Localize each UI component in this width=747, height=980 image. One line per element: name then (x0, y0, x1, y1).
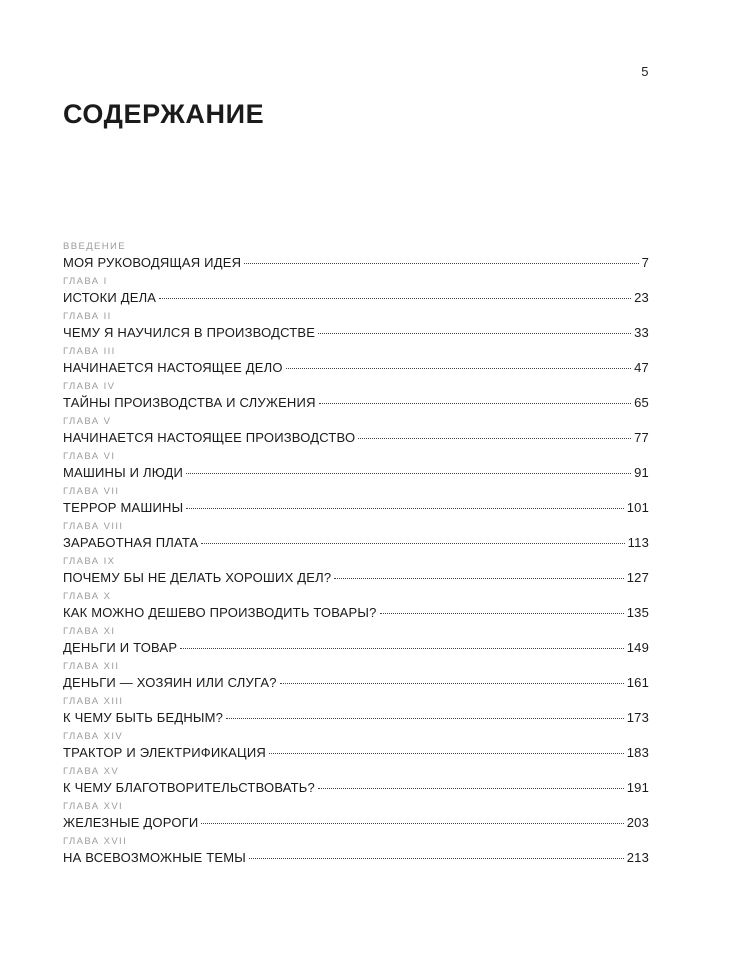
toc-entry (63, 832, 649, 867)
chapter-page-number: 127 (626, 570, 649, 585)
chapter-title: ПОЧЕМУ БЫ НЕ ДЕЛАТЬ ХОРОШИХ ДЕЛ? (63, 570, 332, 585)
chapter-label: ВВЕДЕНИЕ (63, 241, 127, 252)
toc-entry (63, 622, 649, 657)
toc-entry (63, 797, 649, 832)
toc-line (63, 604, 649, 621)
chapter-page-number: 7 (641, 255, 649, 270)
chapter-title: ИСТОКИ ДЕЛА (63, 290, 157, 305)
toc-entry (63, 657, 649, 692)
toc-entry (63, 552, 649, 587)
toc-entry (63, 342, 649, 377)
toc-entry (63, 482, 649, 517)
dot-leader (319, 403, 631, 404)
toc-entry (63, 307, 649, 342)
toc-line (63, 849, 649, 866)
chapter-page-number: 33 (634, 325, 649, 340)
chapter-title: ЧЕМУ Я НАУЧИЛСЯ В ПРОИЗВОДСТВЕ (63, 325, 316, 340)
toc-line (63, 639, 649, 656)
chapter-label: ГЛАВА I (63, 276, 108, 287)
chapter-page-number: 213 (626, 850, 649, 865)
chapter-label: ГЛАВА XIV (63, 731, 124, 742)
toc-entry (63, 587, 649, 622)
chapter-page-number: 135 (626, 605, 649, 620)
toc-line (63, 744, 649, 761)
toc-entry (63, 517, 649, 552)
dot-leader (226, 718, 624, 719)
toc-entry (63, 377, 649, 412)
dot-leader (186, 473, 631, 474)
dot-leader (318, 333, 631, 334)
dot-leader (334, 578, 623, 579)
dot-leader (358, 438, 631, 439)
chapter-label: ГЛАВА V (63, 416, 112, 427)
toc-entry (63, 237, 649, 272)
chapter-title: ДЕНЬГИ — ХОЗЯИН ИЛИ СЛУГА? (63, 675, 277, 690)
chapter-page-number: 77 (634, 430, 649, 445)
chapter-title: ТЕРРОР МАШИНЫ (63, 500, 184, 515)
chapter-title: КАК МОЖНО ДЕШЕВО ПРОИЗВОДИТЬ ТОВАРЫ? (63, 605, 377, 620)
chapter-title: ЖЕЛЕЗНЫЕ ДОРОГИ (63, 815, 199, 830)
chapter-page-number: 203 (626, 815, 649, 830)
chapter-title: ДЕНЬГИ И ТОВАР (63, 640, 178, 655)
chapter-page-number: 183 (626, 745, 649, 760)
chapter-title: ЗАРАБОТНАЯ ПЛАТА (63, 535, 199, 550)
toc-entry (63, 412, 649, 447)
dot-leader (380, 613, 624, 614)
toc-line (63, 569, 649, 586)
dot-leader (159, 298, 631, 299)
chapter-title: К ЧЕМУ БЫТЬ БЕДНЫМ? (63, 710, 224, 725)
toc-line (63, 534, 649, 551)
toc-line (63, 394, 649, 411)
chapter-label: ГЛАВА IV (63, 381, 116, 392)
chapter-page-number: 101 (626, 500, 649, 515)
toc-line (63, 254, 649, 271)
chapter-page-number: 47 (634, 360, 649, 375)
chapter-page-number: 161 (626, 675, 649, 690)
chapter-label: ГЛАВА IX (63, 556, 116, 567)
dot-leader (244, 263, 638, 264)
chapter-label: ГЛАВА XVI (63, 801, 124, 812)
chapter-title: НАЧИНАЕТСЯ НАСТОЯЩЕЕ ДЕЛО (63, 360, 283, 375)
chapter-label: ГЛАВА XVII (63, 836, 128, 847)
chapter-page-number: 91 (634, 465, 649, 480)
dot-leader (201, 823, 623, 824)
toc-line (63, 709, 649, 726)
chapter-label: ГЛАВА XII (63, 661, 120, 672)
dot-leader (249, 858, 624, 859)
chapter-page-number: 149 (626, 640, 649, 655)
toc-line (63, 359, 649, 376)
chapter-page-number: 23 (634, 290, 649, 305)
chapter-title: НА ВСЕВОЗМОЖНЫЕ ТЕМЫ (63, 850, 246, 865)
toc-entry (63, 272, 649, 307)
chapter-page-number: 65 (634, 395, 649, 410)
chapter-title: К ЧЕМУ БЛАГОТВОРИТЕЛЬСТВОВАТЬ? (63, 780, 315, 795)
page-title: СОДЕРЖАНИЕ (63, 99, 265, 129)
toc-entry (63, 727, 649, 762)
chapter-label: ГЛАВА X (63, 591, 112, 602)
chapter-title: ТАЙНЫ ПРОИЗВОДСТВА И СЛУЖЕНИЯ (63, 395, 316, 410)
chapter-page-number: 113 (627, 535, 649, 550)
chapter-label: ГЛАВА II (63, 311, 112, 322)
toc-line (63, 429, 649, 446)
toc-line (63, 814, 649, 831)
chapter-label: ГЛАВА XV (63, 766, 120, 777)
toc-line (63, 499, 649, 516)
chapter-title: МОЯ РУКОВОДЯЩАЯ ИДЕЯ (63, 255, 242, 270)
chapter-title: ТРАКТОР И ЭЛЕКТРИФИКАЦИЯ (63, 745, 266, 760)
toc-entry (63, 762, 649, 797)
chapter-page-number: 173 (626, 710, 649, 725)
dot-leader (269, 753, 624, 754)
chapter-label: ГЛАВА VI (63, 451, 116, 462)
chapter-title: НАЧИНАЕТСЯ НАСТОЯЩЕЕ ПРОИЗВОДСТВО (63, 430, 356, 445)
toc-line (63, 779, 649, 796)
chapter-label: ГЛАВА III (63, 346, 116, 357)
chapter-label: ГЛАВА VIII (63, 521, 124, 532)
dot-leader (280, 683, 624, 684)
page-number: 5 (641, 64, 649, 79)
table-of-contents (63, 237, 649, 867)
dot-leader (318, 788, 624, 789)
toc-line (63, 464, 649, 481)
dot-leader (186, 508, 623, 509)
toc-line (63, 289, 649, 306)
chapter-title: МАШИНЫ И ЛЮДИ (63, 465, 184, 480)
toc-entry (63, 447, 649, 482)
dot-leader (201, 543, 624, 544)
chapter-label: ГЛАВА XI (63, 626, 116, 637)
toc-line (63, 674, 649, 691)
toc-entry (63, 692, 649, 727)
chapter-label: ГЛАВА XIII (63, 696, 124, 707)
dot-leader (286, 368, 631, 369)
dot-leader (180, 648, 624, 649)
chapter-page-number: 191 (626, 780, 649, 795)
chapter-label: ГЛАВА VII (63, 486, 120, 497)
toc-line (63, 324, 649, 341)
